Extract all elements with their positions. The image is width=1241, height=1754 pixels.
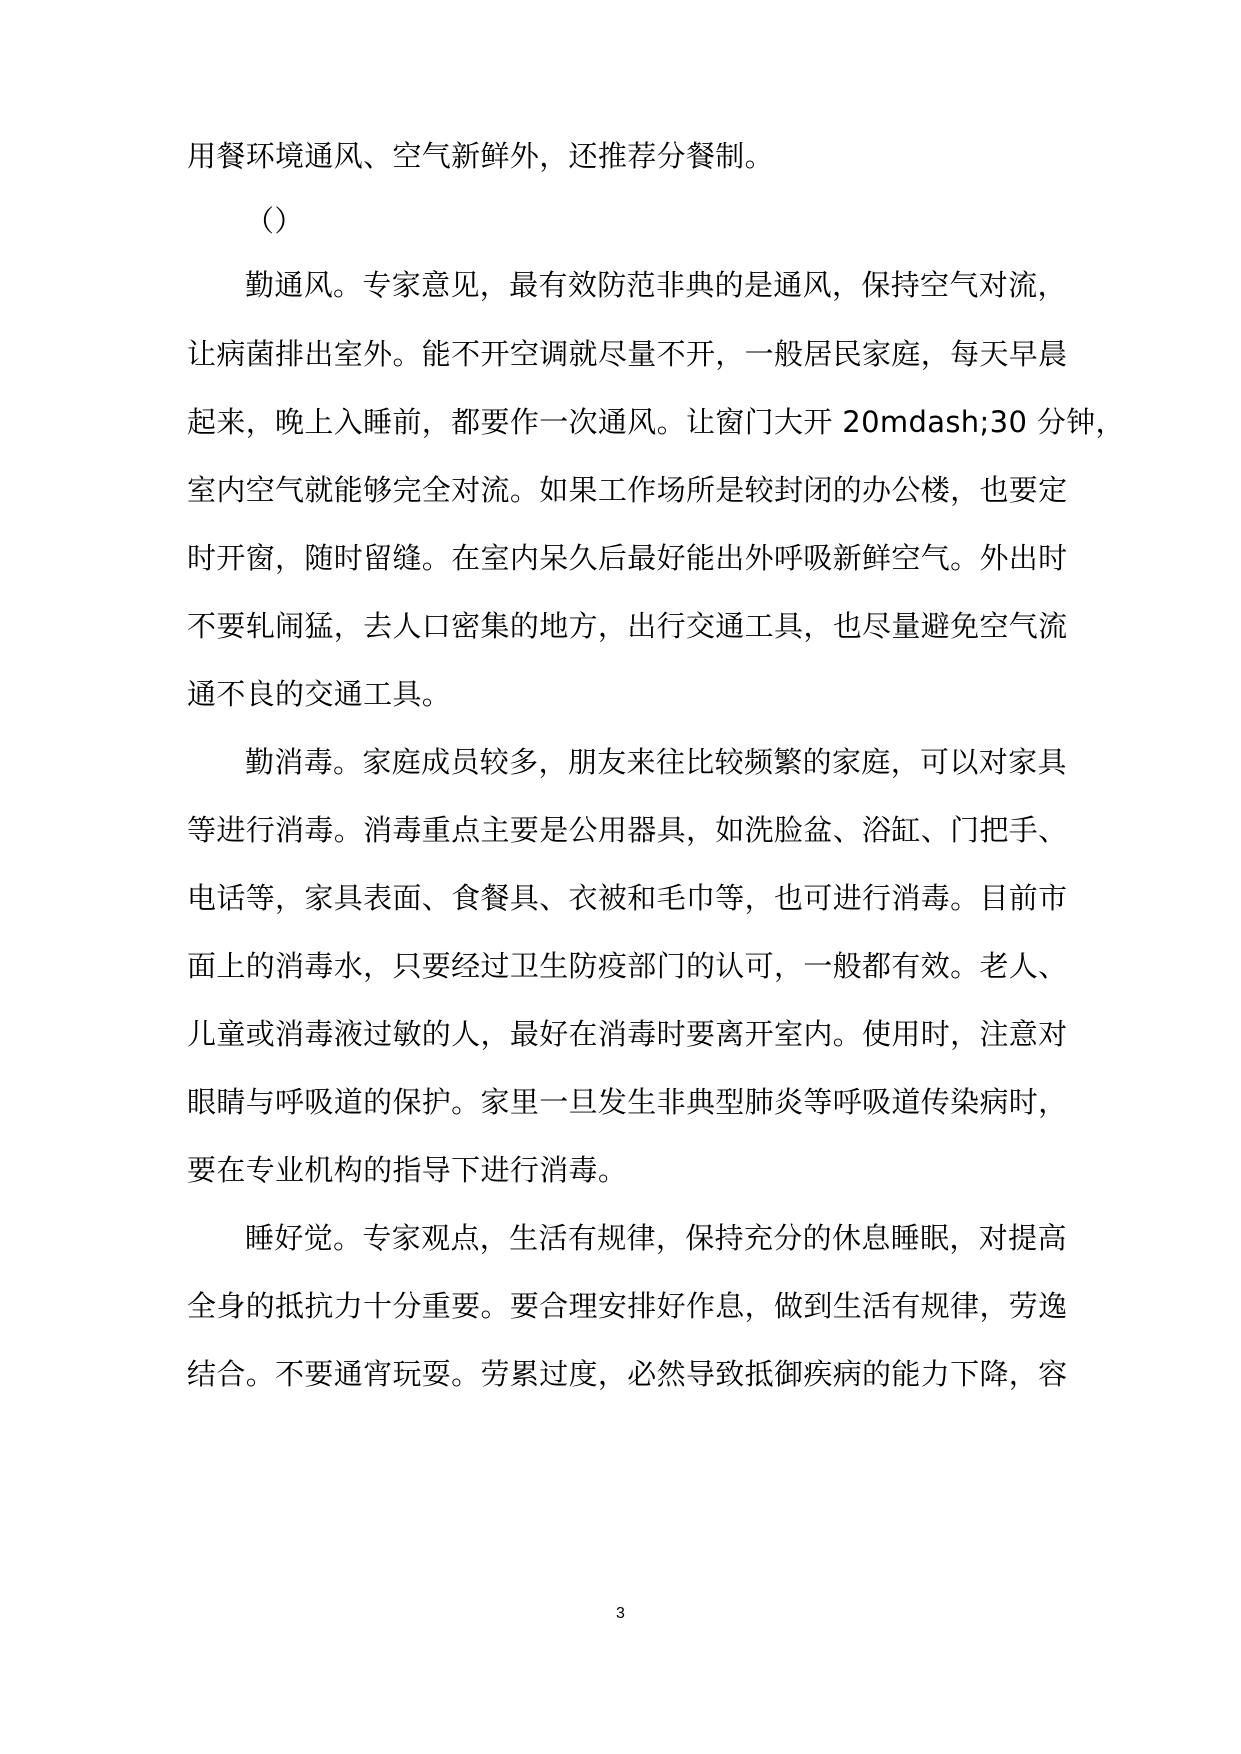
text-line: （） [245,204,304,238]
text-line: 时开窗，随时留缝。在室内呆久后最好能出外呼吸新鲜空气。外出时 [187,541,1068,575]
text-line: 电话等，家具表面、食餐具、衣被和毛巾等，也可进行消毒。目前市 [187,881,1068,915]
text-line: 勤消毒。家庭成员较多，朋友来往比较频繁的家庭，可以对家具 [245,745,1067,779]
text-line: 要在专业机构的指导下进行消毒。 [187,1153,628,1187]
text-line: 用餐环境通风、空气新鲜外，还推荐分餐制。 [187,139,775,173]
text-line: 等进行消毒。消毒重点主要是公用器具，如洗脸盆、浴缸、门把手、 [187,813,1068,847]
text-line: 眼睛与呼吸道的保护。家里一旦发生非典型肺炎等呼吸道传染病时， [187,1085,1068,1119]
text-line: 儿童或消毒液过敏的人，最好在消毒时要离开室内。使用时，注意对 [187,1017,1068,1051]
text-line: 通不良的交通工具。 [187,677,452,711]
text-line: 室内空气就能够完全对流。如果工作场所是较封闭的办公楼，也要定 [187,473,1068,507]
text-line: 面上的消毒水，只要经过卫生防疫部门的认可，一般都有效。老人、 [187,949,1068,983]
text-line: 勤通风。专家意见，最有效防范非典的是通风，保持空气对流， [245,268,1067,302]
text-line: 起来，晚上入睡前，都要作一次通风。让窗门大开 20mdash;30 分钟， [187,405,1125,439]
page-number: 3 [616,1605,625,1622]
text-line: 不要轧闹猛，去人口密集的地方，出行交通工具，也尽量避免空气流 [187,609,1068,643]
text-line: 睡好觉。专家观点，生活有规律，保持充分的休息睡眠，对提高 [245,1221,1067,1255]
text-line: 让病菌排出室外。能不开空调就尽量不开，一般居民家庭，每天早晨 [187,337,1068,371]
text-line: 全身的抵抗力十分重要。要合理安排好作息，做到生活有规律，劳逸 [187,1289,1068,1323]
text-line: 结合。不要通宵玩耍。劳累过度，必然导致抵御疾病的能力下降，容 [187,1357,1068,1391]
